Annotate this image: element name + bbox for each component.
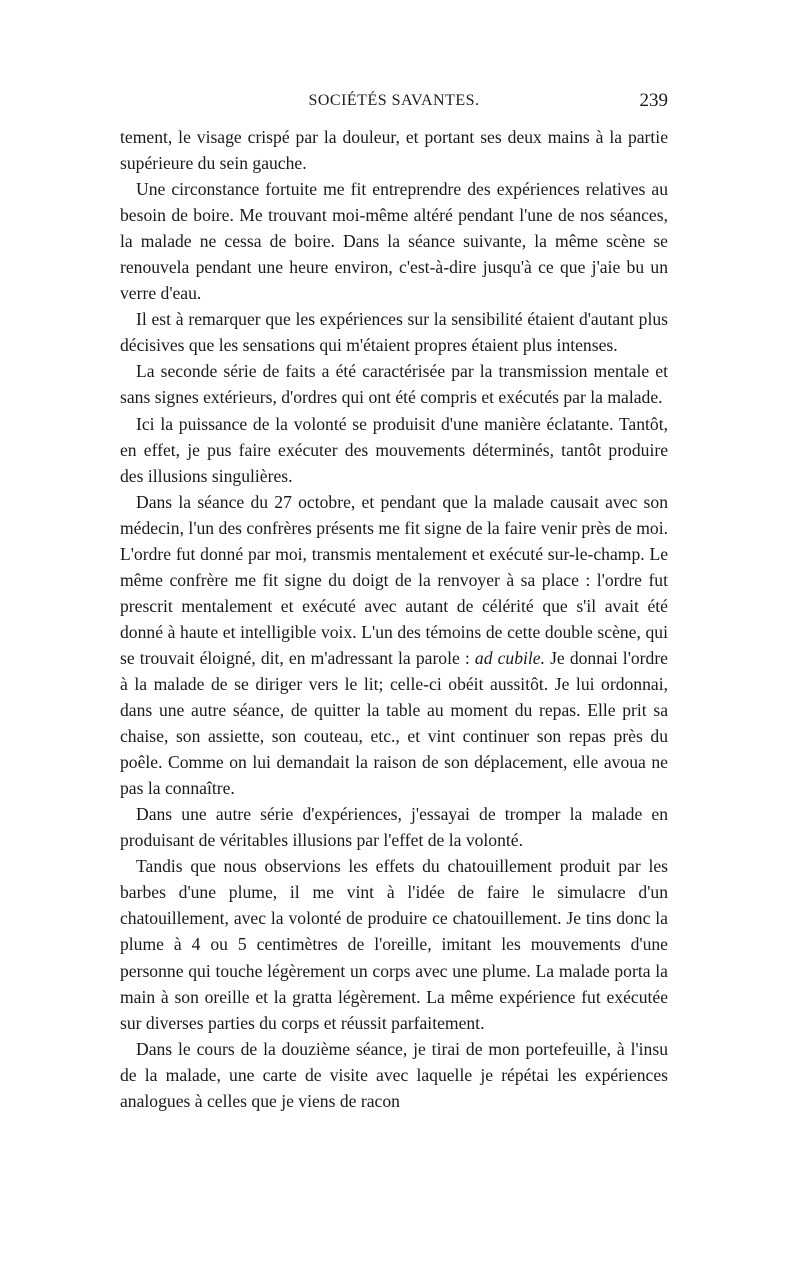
paragraph-9: Dans le cours de la douzième séance, je tirai de mon portefeuille, à l'insu de la malade, une carte de visite avec laquelle je répétai les expériences analogues à celles que je viens de racon	[120, 1038, 668, 1111]
paragraph-4: La seconde série de faits a été caractérisée par la transmission mentale et sans signes extérieurs, d'ordres qui ont été compris et exécutés par la malade.	[120, 361, 668, 408]
page-header	[120, 92, 668, 118]
paragraph-1: tement, le visage crispé par la douleur, et portant ses deux mains à la partie supérieure du sein gauche.	[120, 127, 668, 174]
paragraph-7: Dans une autre série d'expériences, j'essayai de tromper la malade en produisant de véritables illusions par l'effet de la volonté.	[120, 804, 668, 851]
paragraph-3: Il est à remarquer que les expériences sur la sensibilité étaient d'autant plus décisives que les sensations qui m'étaient propres étaient plus intenses.	[120, 309, 668, 356]
body-text	[120, 124, 668, 1114]
paragraph-8: Tandis que nous observions les effets du chatouillement produit par les barbes d'une plume, il me vint à l'idée de faire le simulacre d'un chatouillement, avec la volonté de produire ce chatouillement. Je tins donc la plume à 4 ou 5 centimètres de l'oreille, imitant les mouvements d'une personne qui touche légèrement un corps avec une plume. La malade porta la main à son oreille et la gratta légèrement. La même expérience fut exécutée sur diverses parties du corps et réussit parfaitement.	[120, 856, 668, 1033]
paragraph-6-text: Dans la séance du 27 octobre, et pendant que la malade causait avec son médecin, l'un des confrères présents me fit signe de la faire venir près de moi. L'ordre fut donné par moi, transmis mentalement et exécuté sur-le-champ. Le même confrère me fit signe du doigt de la renvoyer à sa place : l'ordre fut prescrit mentalement et exécuté avec autant de célérité que s'il avait été donné à haute et intelligible voix. L'un des témoins de cette double scène, qui se trouvait éloigné, dit, en m'adressant la parole :	[120, 491, 668, 668]
paragraph-6-italic: ad cubile.	[474, 647, 545, 668]
paragraph-5: Ici la puissance de la volonté se produisit d'une manière éclatante. Tantôt, en effet, je pus faire exécuter des mouvements déterminés, tantôt produire des illusions singulières.	[120, 413, 668, 486]
running-head: SOCIÉTÉS SAVANTES.	[308, 92, 480, 109]
paragraph-6	[120, 489, 668, 802]
paragraph-2: Une circonstance fortuite me fit entreprendre des expériences relatives au besoin de boire. Me trouvant moi-même altéré pendant l'une de nos séances, la malade ne cessa de boire. Dans la séance suivante, la même scène se renouvela pendant une heure environ, c'est-à-dire jusqu'à ce que j'aie bu un verre d'eau.	[120, 179, 668, 304]
page-number: 239	[639, 90, 668, 111]
paragraph-6-tail: Je donnai l'ordre à la malade de se diriger vers le lit; celle-ci obéit aussitôt. Je lui ordonnai, dans une autre séance, de quitter la table au moment du repas. Elle prit sa chaise, son assiette, son couteau, etc., et vint continuer son repas près du poêle. Comme on lui demandait la raison de son déplacement, elle avoua ne pas la connaître.	[120, 647, 668, 799]
